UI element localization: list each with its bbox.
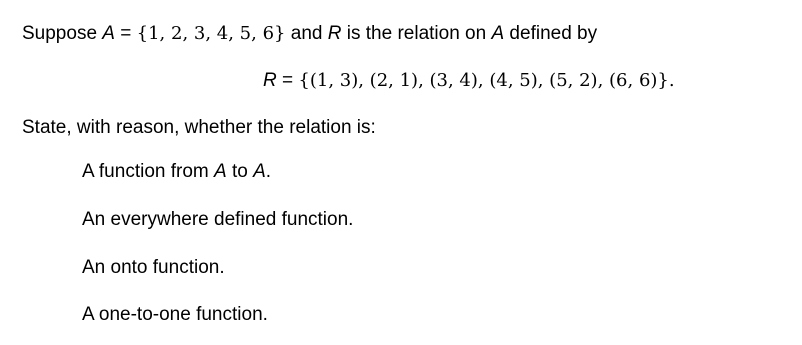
intro-suffix: defined by (504, 23, 598, 44)
formula-relation-variable: R (263, 70, 277, 91)
set-definition: {1, 2, 3, 4, 5, 6} (136, 23, 286, 44)
question-item-function (82, 162, 271, 181)
item-1-middle: to (226, 161, 254, 182)
question-prompt: State, with reason, whether the relation is: (22, 117, 376, 138)
question-item-everywhere-defined: An everywhere defined function. (82, 209, 354, 230)
question-item-onto: An onto function. (82, 257, 225, 278)
item-1-from-variable: A (214, 161, 227, 182)
set-variable-a: A (102, 23, 115, 44)
relation-variable-r: R (327, 23, 342, 44)
question-item-one-to-one: A one-to-one function. (82, 304, 268, 325)
item-1-prefix: A function from (82, 161, 215, 182)
intro-middle-2: is the relation on (341, 23, 492, 44)
relation-formula (263, 71, 675, 90)
intro-prefix: Suppose (22, 23, 103, 44)
problem-statement (22, 24, 597, 43)
formula-equals: = (276, 70, 299, 91)
intro-equals: = (114, 23, 137, 44)
domain-variable-a: A (491, 23, 505, 44)
relation-set: {(1, 3), (2, 1), (3, 4), (4, 5), (5, 2), (6, 6)}. (298, 70, 675, 91)
item-1-suffix: . (265, 161, 272, 182)
intro-middle: and (285, 23, 328, 44)
item-1-to-variable: A (253, 161, 266, 182)
